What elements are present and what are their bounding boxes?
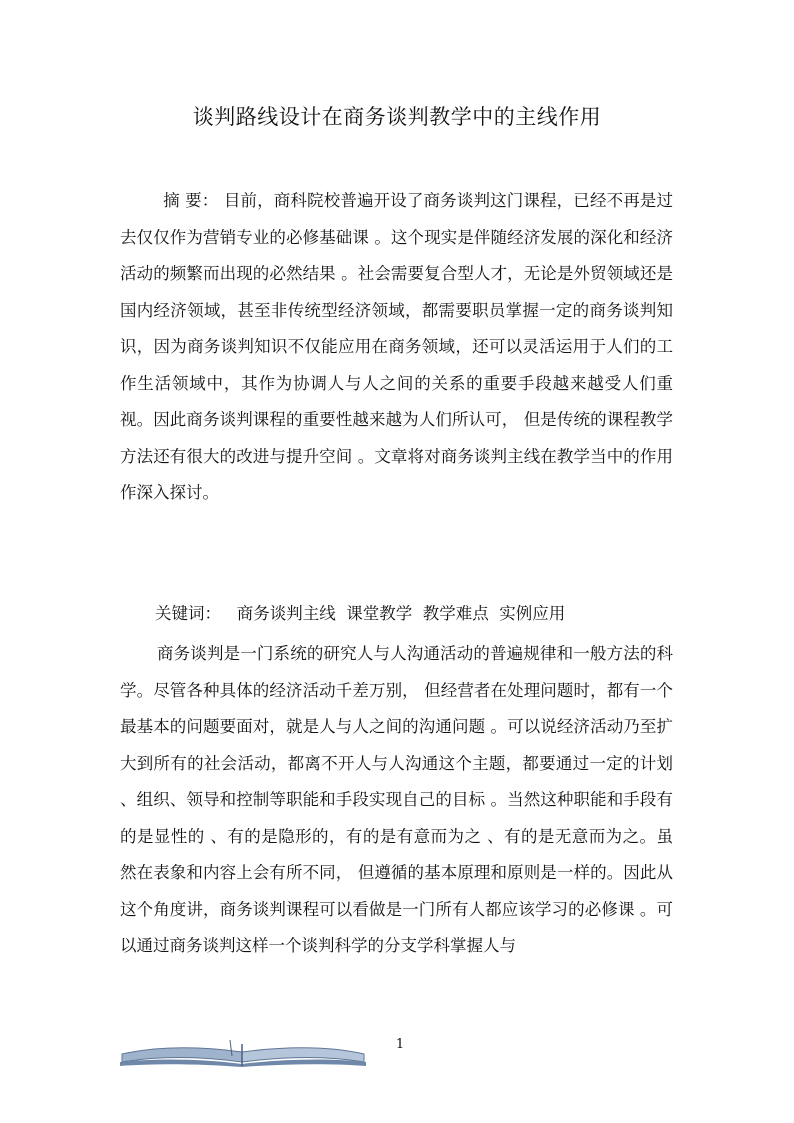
abstract-label: 摘 要： (163, 191, 219, 210)
abstract-paragraph (120, 183, 673, 512)
page-number: 1 (395, 1037, 405, 1052)
keywords-label: 关键词： (155, 604, 221, 623)
document-title: 谈判路线设计在商务谈判教学中的主线作用 (192, 105, 602, 129)
abstract-text: 目前，商科院校普遍开设了商务谈判这门课程，已经不再是过去仅仅作为营销专业的必修基础课 。这个现实是伴随经济发展的深化和经济活动的频繁而出现的必然结果 。社会需要复合型人才，无论是外贸领域还是国内经济领域，甚至非传统型经济领域，都需要职员掌握一定的商务谈判知识，因为商务谈判知识不仅能应用在商务领域，还可以灵活运用于人们的工作生活领域中，其作为协调人与人之间的关系的重要手段越来越受人们重视。因此商务谈判课程的重要性越来越为人们所认可， 但是传统的课程教学方法还有很大的改进与提升空间 。文章将对商务谈判主线在教学当中的作用作深入探讨。 (120, 191, 673, 502)
keywords-text: 商务谈判主线 课堂教学 教学难点 实例应用 (236, 604, 566, 623)
keywords-line (155, 598, 565, 630)
body-paragraph: 商务谈判是一门系统的研究人与人沟通活动的普遍规律和一般方法的科学。尽管各种具体的经济活动千差万别， 但经营者在处理问题时，都有一个最基本的问题要面对，就是人与人之间的沟通问题 。可以说经济活动乃至扩大到所有的社会活动，都离不开人与人沟通这个主题，都要通过一定的计划 、组织、领导和控制等职能和手段实现自己的目标 。当然这种职能和手段有的是显性的 、有的是隐形的，有的是有意而为之 、有的是无意而为之。虽然在表象和内容上会有所不同， 但遵循的基本原理和原则是一样的。因此从这个角度讲，商务谈判课程可以看做是一门所有人都应该学习的必修课 。可以通过商务谈判这样一个谈判科学的分支学科掌握人与 (120, 644, 673, 955)
open-book-icon (118, 1032, 368, 1068)
